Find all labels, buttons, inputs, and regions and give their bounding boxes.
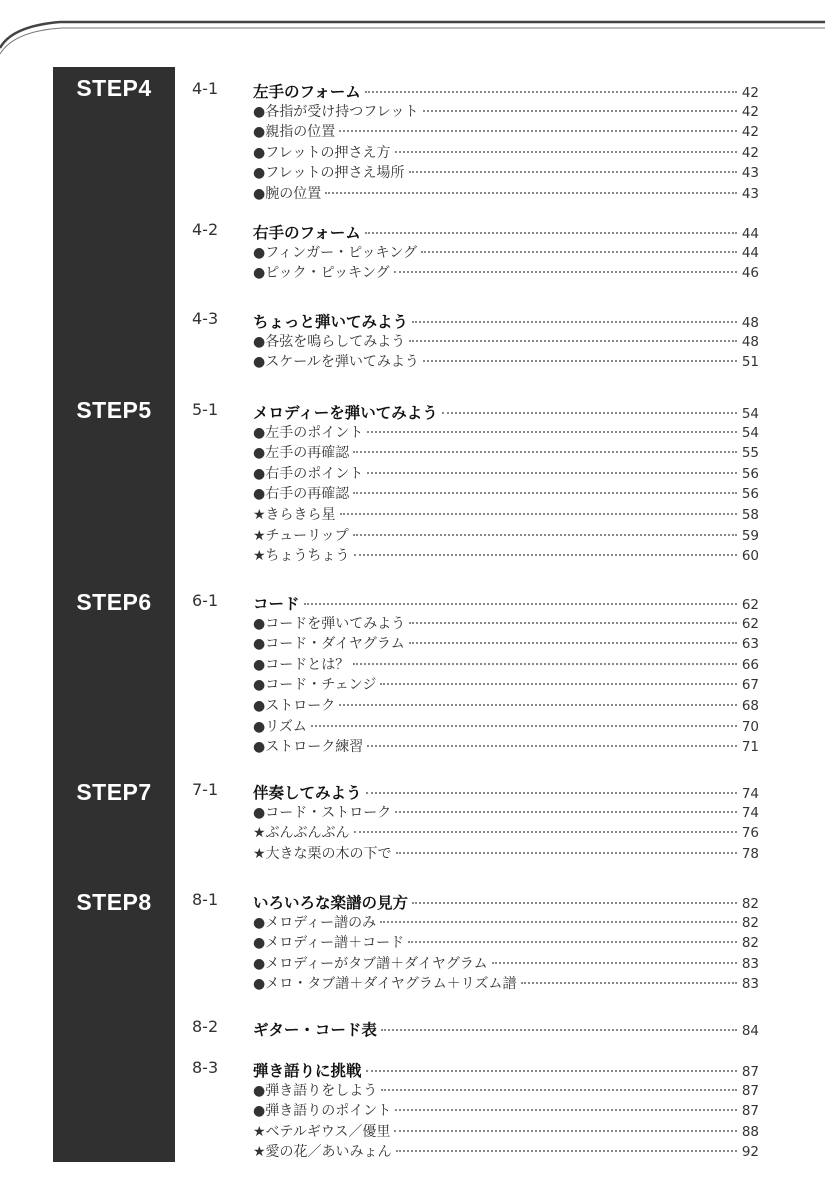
toc-section-entry-title: メロディーを弾いてみよう	[253, 404, 438, 422]
page-number: 87	[741, 1103, 759, 1120]
page-number: 78	[741, 845, 759, 862]
toc-section-entry[interactable]	[253, 592, 759, 614]
dot-leader	[339, 704, 737, 706]
toc-item-entry[interactable]	[253, 142, 759, 164]
page-number: 87	[741, 1064, 759, 1080]
toc-item-entry[interactable]	[253, 483, 759, 505]
toc-item-entry[interactable]	[253, 654, 759, 676]
section-number: 8-2	[192, 1017, 219, 1036]
dot-leader	[365, 91, 737, 93]
toc-item-entry-title: ●ピック・ピッキング	[253, 265, 390, 282]
page-number: 42	[741, 124, 759, 141]
dot-leader	[395, 811, 737, 813]
dot-leader	[408, 941, 737, 943]
toc-item-entry[interactable]	[253, 331, 759, 353]
dot-leader	[325, 192, 737, 194]
section-number: 7-1	[192, 780, 219, 799]
step-label: STEP8	[76, 889, 152, 915]
toc-item-entry[interactable]	[253, 1080, 759, 1102]
toc-item-entry-title: ●スケールを弾いてみよう	[253, 354, 419, 371]
dot-leader	[394, 271, 737, 273]
dot-leader	[381, 1089, 737, 1091]
toc-item-entry-title: ★ちょうちょう	[253, 548, 350, 565]
toc-item-entry[interactable]	[253, 162, 759, 184]
toc-item-entry[interactable]	[253, 716, 759, 738]
dot-leader	[365, 232, 737, 234]
toc-item-entry[interactable]	[253, 525, 759, 547]
toc-item-entry[interactable]	[253, 674, 759, 696]
toc-item-entry-title: ●フレットの押さえ方	[253, 144, 391, 161]
toc-section-entry-title: いろいろな楽譜の見方	[253, 894, 409, 912]
section-number: 4-2	[192, 220, 219, 239]
page-number: 82	[741, 935, 759, 952]
toc-item-entry-title: ●メロディーがタブ譜＋ダイヤグラム	[253, 955, 488, 972]
dot-leader	[423, 360, 737, 362]
toc-item-entry-title: ●各弦を鳴らしてみよう	[253, 333, 406, 350]
toc-section-entry[interactable]	[253, 781, 759, 803]
toc-item-entry-title: ●親指の位置	[253, 124, 336, 141]
toc-item-entry-title: ●メロ・タブ譜＋ダイヤグラム＋リズム譜	[253, 976, 517, 993]
page-number: 70	[741, 718, 759, 735]
dot-leader	[354, 554, 737, 556]
page-number: 74	[741, 786, 759, 802]
toc-item-entry[interactable]	[253, 101, 759, 123]
toc-item-entry[interactable]	[253, 351, 759, 373]
dot-leader	[353, 663, 737, 665]
dot-leader	[412, 321, 737, 323]
dot-leader	[353, 534, 737, 536]
page-number: 71	[741, 739, 759, 756]
toc-item-entry[interactable]	[253, 463, 759, 485]
page-number: 44	[741, 226, 759, 242]
page-number: 46	[741, 265, 759, 282]
page-number: 63	[741, 636, 759, 653]
toc-item-entry-title: ●腕の位置	[253, 186, 322, 202]
toc-item-entry[interactable]	[253, 973, 759, 995]
page-number: 87	[741, 1082, 759, 1099]
toc-item-entry[interactable]	[253, 802, 759, 824]
dot-leader	[381, 1029, 737, 1031]
page-number: 58	[741, 507, 759, 523]
section-number: 5-1	[192, 400, 219, 419]
toc-item-entry[interactable]	[253, 1100, 759, 1122]
dot-leader	[354, 831, 737, 833]
dot-leader	[353, 451, 737, 453]
dot-leader	[304, 603, 737, 605]
toc-item-entry[interactable]	[253, 1121, 759, 1143]
page-number: 76	[741, 825, 759, 842]
toc-item-entry-title: ●弾き語りのポイント	[253, 1103, 392, 1120]
toc-item-entry[interactable]	[253, 953, 759, 975]
toc-item-entry-title: ★ベテルギウス／優里	[253, 1123, 391, 1140]
page-number: 83	[741, 955, 759, 972]
toc-item-entry-title: ●各指が受け持つフレット	[253, 103, 419, 120]
toc-item-entry-title: ●メロディー譜＋コード	[253, 935, 405, 952]
toc-item-entry[interactable]	[253, 822, 759, 844]
page-number: 44	[741, 244, 759, 261]
toc-item-entry-title: ●リズム	[253, 718, 307, 735]
page-number: 54	[741, 424, 759, 441]
toc-section-entry-title: 右手のフォーム	[253, 224, 361, 242]
step-label: STEP5	[76, 397, 152, 423]
toc-section-entry[interactable]	[253, 891, 759, 913]
toc-section-entry[interactable]	[253, 80, 759, 102]
page-number: 59	[741, 527, 759, 544]
page-number: 60	[741, 548, 759, 565]
page-number: 66	[741, 656, 759, 673]
dot-leader	[423, 110, 737, 112]
dot-leader	[340, 513, 737, 515]
page-number: 92	[741, 1144, 759, 1161]
toc-item-entry-title: ●コード・チェンジ	[253, 677, 377, 694]
dot-leader	[367, 431, 737, 433]
toc-item-entry[interactable]	[253, 442, 759, 464]
dot-leader	[366, 1070, 737, 1072]
dot-leader	[367, 745, 737, 747]
page-number: 43	[741, 165, 759, 182]
page-number: 56	[741, 486, 759, 503]
page-number: 42	[741, 144, 759, 161]
page-number: 74	[741, 804, 759, 821]
toc-item-entry-title: ●ストローク練習	[253, 739, 364, 756]
toc-item-entry-title: ●左手のポイント	[253, 424, 364, 441]
toc-item-entry-title: ●右手のポイント	[253, 465, 364, 482]
toc-item-entry-title: ●弾き語りをしよう	[253, 1082, 378, 1099]
toc-item-entry-title: ●コードを弾いてみよう	[253, 615, 406, 632]
page-number: 67	[741, 677, 759, 694]
section-number: 6-1	[192, 591, 219, 610]
section-number: 4-1	[192, 79, 219, 98]
toc-item-entry-title: ●左手の再確認	[253, 445, 350, 462]
dot-leader	[409, 171, 737, 173]
dot-leader	[409, 642, 737, 644]
toc-item-entry[interactable]	[253, 242, 759, 264]
page-number: 62	[741, 615, 759, 632]
toc-item-entry-title: ●フィンガー・ピッキング	[253, 244, 418, 261]
page-number: 54	[741, 406, 759, 422]
dot-leader	[412, 902, 737, 904]
dot-leader	[394, 1130, 737, 1132]
page-number: 62	[741, 597, 759, 613]
toc-item-entry[interactable]	[253, 121, 759, 143]
page-number: 82	[741, 914, 759, 931]
toc-section-entry-title: 伴奏してみよう	[253, 784, 362, 802]
toc-item-entry[interactable]	[253, 633, 759, 655]
section-number: 8-3	[192, 1058, 219, 1077]
page-number: 84	[741, 1023, 759, 1039]
dot-leader	[311, 725, 737, 727]
toc-item-entry-title: ●コード・ダイヤグラム	[253, 636, 405, 653]
toc-item-entry-title: ●ストローク	[253, 698, 336, 714]
toc-item-entry-title: ★きらきら星	[253, 507, 336, 523]
toc-section-entry-title: 左手のフォーム	[253, 83, 361, 101]
toc-item-entry[interactable]	[253, 545, 759, 567]
page-number: 82	[741, 896, 759, 912]
page-number: 42	[741, 85, 759, 101]
toc-item-entry-title: ★チューリップ	[253, 527, 349, 544]
dot-leader	[380, 921, 737, 923]
dot-leader	[366, 792, 737, 794]
toc-section-entry[interactable]	[253, 1018, 759, 1040]
toc-section-entry[interactable]	[253, 401, 759, 423]
toc-item-entry[interactable]	[253, 843, 759, 865]
toc-item-entry[interactable]	[253, 736, 759, 758]
dot-leader	[442, 412, 737, 414]
page-number: 42	[741, 103, 759, 120]
toc-section-entry-title: 弾き語りに挑戦	[253, 1062, 362, 1080]
toc-section-entry-title: コード	[253, 595, 300, 613]
dot-leader	[353, 492, 737, 494]
dot-leader	[395, 151, 737, 153]
toc-item-entry[interactable]	[253, 912, 759, 934]
toc-item-entry-title: ★愛の花／あいみょん	[253, 1144, 392, 1161]
toc-item-entry-title: ●コード・ストローク	[253, 804, 392, 821]
toc-item-entry-title: ●フレットの押さえ場所	[253, 165, 405, 182]
dot-leader	[409, 622, 737, 624]
page-number: 43	[741, 186, 759, 202]
page-number: 56	[741, 465, 759, 482]
dot-leader	[339, 130, 737, 132]
dot-leader	[492, 962, 737, 964]
page-number: 68	[741, 698, 759, 714]
toc-item-entry[interactable]	[253, 932, 759, 954]
dot-leader	[421, 251, 737, 253]
dot-leader	[396, 852, 737, 854]
toc-section-entry[interactable]	[253, 1059, 759, 1081]
toc-item-entry-title: ●右手の再確認	[253, 486, 350, 503]
section-number: 8-1	[192, 890, 219, 909]
dot-leader	[396, 1150, 737, 1152]
toc-section-entry[interactable]	[253, 221, 759, 243]
toc-item-entry-title: ★ぶんぶんぶん	[253, 825, 350, 842]
dot-leader	[409, 340, 737, 342]
toc-item-entry[interactable]	[253, 695, 759, 717]
section-number: 4-3	[192, 309, 219, 328]
toc-item-entry[interactable]	[253, 613, 759, 635]
toc-item-entry[interactable]	[253, 422, 759, 444]
page-number: 83	[741, 976, 759, 993]
page-number: 48	[741, 315, 759, 331]
toc-item-entry[interactable]	[253, 262, 759, 284]
toc-item-entry-title: ●コードとは？	[253, 656, 350, 673]
dot-leader	[367, 472, 737, 474]
toc-item-entry[interactable]	[253, 183, 759, 205]
page-number: 48	[741, 333, 759, 350]
step-label: STEP6	[76, 589, 152, 615]
page-number: 51	[741, 354, 759, 371]
toc-item-entry[interactable]	[253, 1141, 759, 1163]
toc-section-entry-title: ギター・コード表	[253, 1021, 377, 1039]
page-number: 55	[741, 445, 759, 462]
toc-section-entry-title: ちょっと弾いてみよう	[253, 313, 409, 331]
step-label: STEP4	[76, 75, 152, 101]
toc-item-entry-title: ●メロディー譜のみ	[253, 914, 377, 931]
step-label: STEP7	[76, 779, 152, 805]
dot-leader	[521, 982, 737, 984]
toc-item-entry-title: ★大きな栗の木の下で	[253, 845, 392, 862]
page-number: 88	[741, 1123, 759, 1140]
dot-leader	[395, 1109, 737, 1111]
toc-section-entry[interactable]	[253, 310, 759, 332]
dot-leader	[380, 683, 737, 685]
toc-item-entry[interactable]	[253, 504, 759, 526]
